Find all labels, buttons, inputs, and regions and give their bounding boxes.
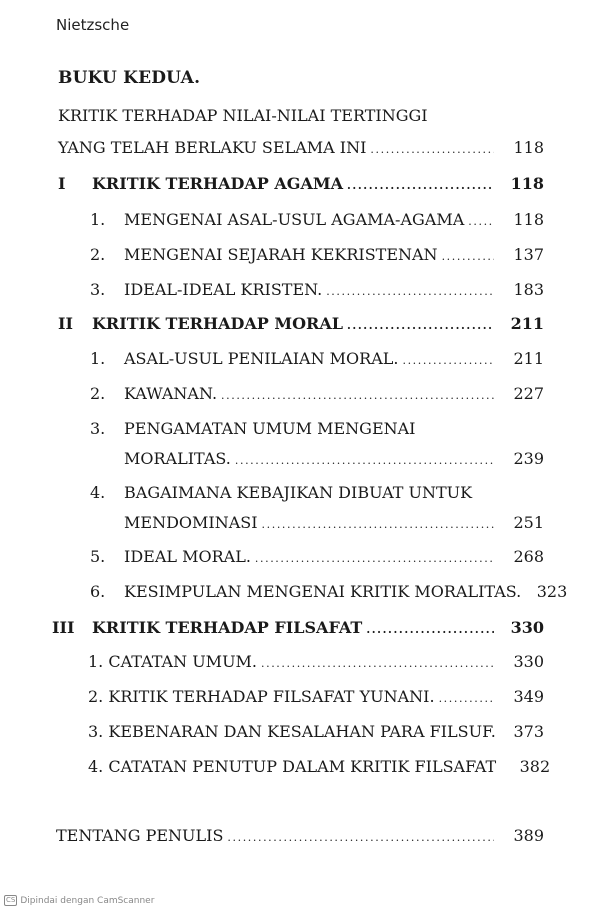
toc-entry[interactable] <box>88 652 544 671</box>
dot-leader <box>255 552 494 565</box>
scanner-text: Dipindai dengan CamScanner <box>20 895 155 906</box>
page-number: 211 <box>510 314 544 333</box>
item-number: 3. <box>90 280 106 299</box>
book-part-heading: BUKU KEDUA. <box>58 68 201 88</box>
toc-entry[interactable] <box>124 449 544 468</box>
scanner-watermark <box>4 895 154 906</box>
item-number: 4. <box>88 757 104 776</box>
toc-entry-chapter-3[interactable] <box>92 618 544 637</box>
entry-title <box>88 722 496 741</box>
intro-title-line2: YANG TELAH BERLAKU SELAMA INI <box>58 138 367 157</box>
dot-leader <box>468 215 494 228</box>
page-number: 389 <box>513 826 544 845</box>
toc-entry[interactable] <box>124 513 544 532</box>
entry-title-line1: PENGAMATAN UMUM MENGENAI <box>124 419 416 438</box>
page-number: 137 <box>513 245 544 264</box>
dot-leader <box>347 319 494 332</box>
page-number: 382 <box>519 757 551 776</box>
chapter-title: KRITIK TERHADAP AGAMA <box>92 174 343 193</box>
toc-entry[interactable] <box>124 210 544 229</box>
page-number: 118 <box>513 138 544 157</box>
dot-leader <box>366 623 494 636</box>
item-number: 2. <box>90 384 106 403</box>
toc-entry[interactable] <box>88 757 551 776</box>
entry-title: IDEAL-IDEAL KRISTEN. <box>124 280 323 299</box>
chapter-numeral: III <box>52 618 75 637</box>
toc-entry-chapter-2[interactable] <box>92 314 544 333</box>
page-number: 211 <box>513 349 544 368</box>
page-number: 268 <box>513 547 544 566</box>
dot-leader <box>402 354 494 367</box>
toc-entry-intro[interactable] <box>58 138 544 157</box>
item-number: 4. <box>90 483 106 502</box>
page-number: 323 <box>536 582 568 601</box>
entry-title-line1: BAGAIMANA KEBAJIKAN DIBUAT UNTUK <box>124 483 473 502</box>
toc-entry-author[interactable] <box>56 826 544 845</box>
toc-entry[interactable] <box>88 722 544 741</box>
toc-entry-chapter-1[interactable] <box>92 174 544 193</box>
page-number: 373 <box>513 722 544 741</box>
page-number: 118 <box>510 174 544 193</box>
page-number: 330 <box>510 618 544 637</box>
entry-title: TENTANG PENULIS <box>56 826 224 845</box>
item-number: 1. <box>90 349 106 368</box>
dot-leader <box>439 692 494 705</box>
dot-leader <box>370 143 494 156</box>
entry-title-text: KEBENARAN DAN KESALAHAN PARA FILSUF. <box>108 722 496 741</box>
entry-title: MORALITAS. <box>124 449 231 468</box>
item-number: 1. <box>88 652 104 671</box>
page-number: 251 <box>513 513 544 532</box>
entry-title-text: KRITIK TERHADAP FILSAFAT YUNANI. <box>108 687 435 706</box>
toc-entry[interactable] <box>124 582 568 601</box>
dot-leader <box>442 250 494 263</box>
dot-leader <box>221 389 494 402</box>
entry-title: KAWANAN. <box>124 384 218 403</box>
entry-title: MENGENAI SEJARAH KEKRISTENAN <box>124 245 438 264</box>
item-number: 2. <box>90 245 106 264</box>
toc-entry[interactable] <box>88 687 544 706</box>
dot-leader <box>227 831 494 844</box>
entry-title-text: CATATAN UMUM. <box>108 652 258 671</box>
page-number: 349 <box>513 687 544 706</box>
page-number: 239 <box>513 449 544 468</box>
item-number: 2. <box>88 687 104 706</box>
entry-title: KESIMPULAN MENGENAI KRITIK MORALITAS. <box>124 582 522 601</box>
entry-title: ASAL-USUL PENILAIAN MORAL. <box>124 349 399 368</box>
page-number: 183 <box>513 280 544 299</box>
dot-leader <box>262 518 494 531</box>
toc-entry[interactable] <box>124 280 544 299</box>
dot-leader <box>347 179 494 192</box>
intro-title-line1: KRITIK TERHADAP NILAI-NILAI TERTINGGI <box>58 106 428 125</box>
toc-entry[interactable] <box>124 245 544 264</box>
entry-title <box>88 687 435 706</box>
dot-leader <box>326 285 494 298</box>
toc-entry[interactable] <box>124 384 544 403</box>
page-number: 227 <box>513 384 544 403</box>
entry-title: MENGENAI ASAL-USUL AGAMA-AGAMA <box>124 210 465 229</box>
page-number: 118 <box>513 210 544 229</box>
chapter-numeral: I <box>58 174 66 193</box>
camscanner-logo-icon: CS <box>6 896 16 904</box>
chapter-numeral: II <box>58 314 73 333</box>
dot-leader <box>235 454 494 467</box>
entry-title-text: CATATAN PENUTUP DALAM KRITIK FILSAFAT <box>108 757 497 776</box>
page-number: 330 <box>513 652 544 671</box>
toc-entry[interactable] <box>124 547 544 566</box>
chapter-title: KRITIK TERHADAP FILSAFAT <box>92 618 363 637</box>
item-number: 3. <box>88 722 104 741</box>
entry-title <box>88 757 496 776</box>
item-number: 3. <box>90 419 106 438</box>
item-number: 5. <box>90 547 106 566</box>
entry-title <box>88 652 257 671</box>
item-number: 1. <box>90 210 106 229</box>
entry-title: IDEAL MORAL. <box>124 547 251 566</box>
entry-title: MENDOMINASI <box>124 513 258 532</box>
dot-leader <box>261 657 494 670</box>
item-number: 6. <box>90 582 106 601</box>
toc-entry[interactable] <box>124 349 544 368</box>
running-header: Nietzsche <box>56 16 130 34</box>
chapter-title: KRITIK TERHADAP MORAL <box>92 314 343 333</box>
